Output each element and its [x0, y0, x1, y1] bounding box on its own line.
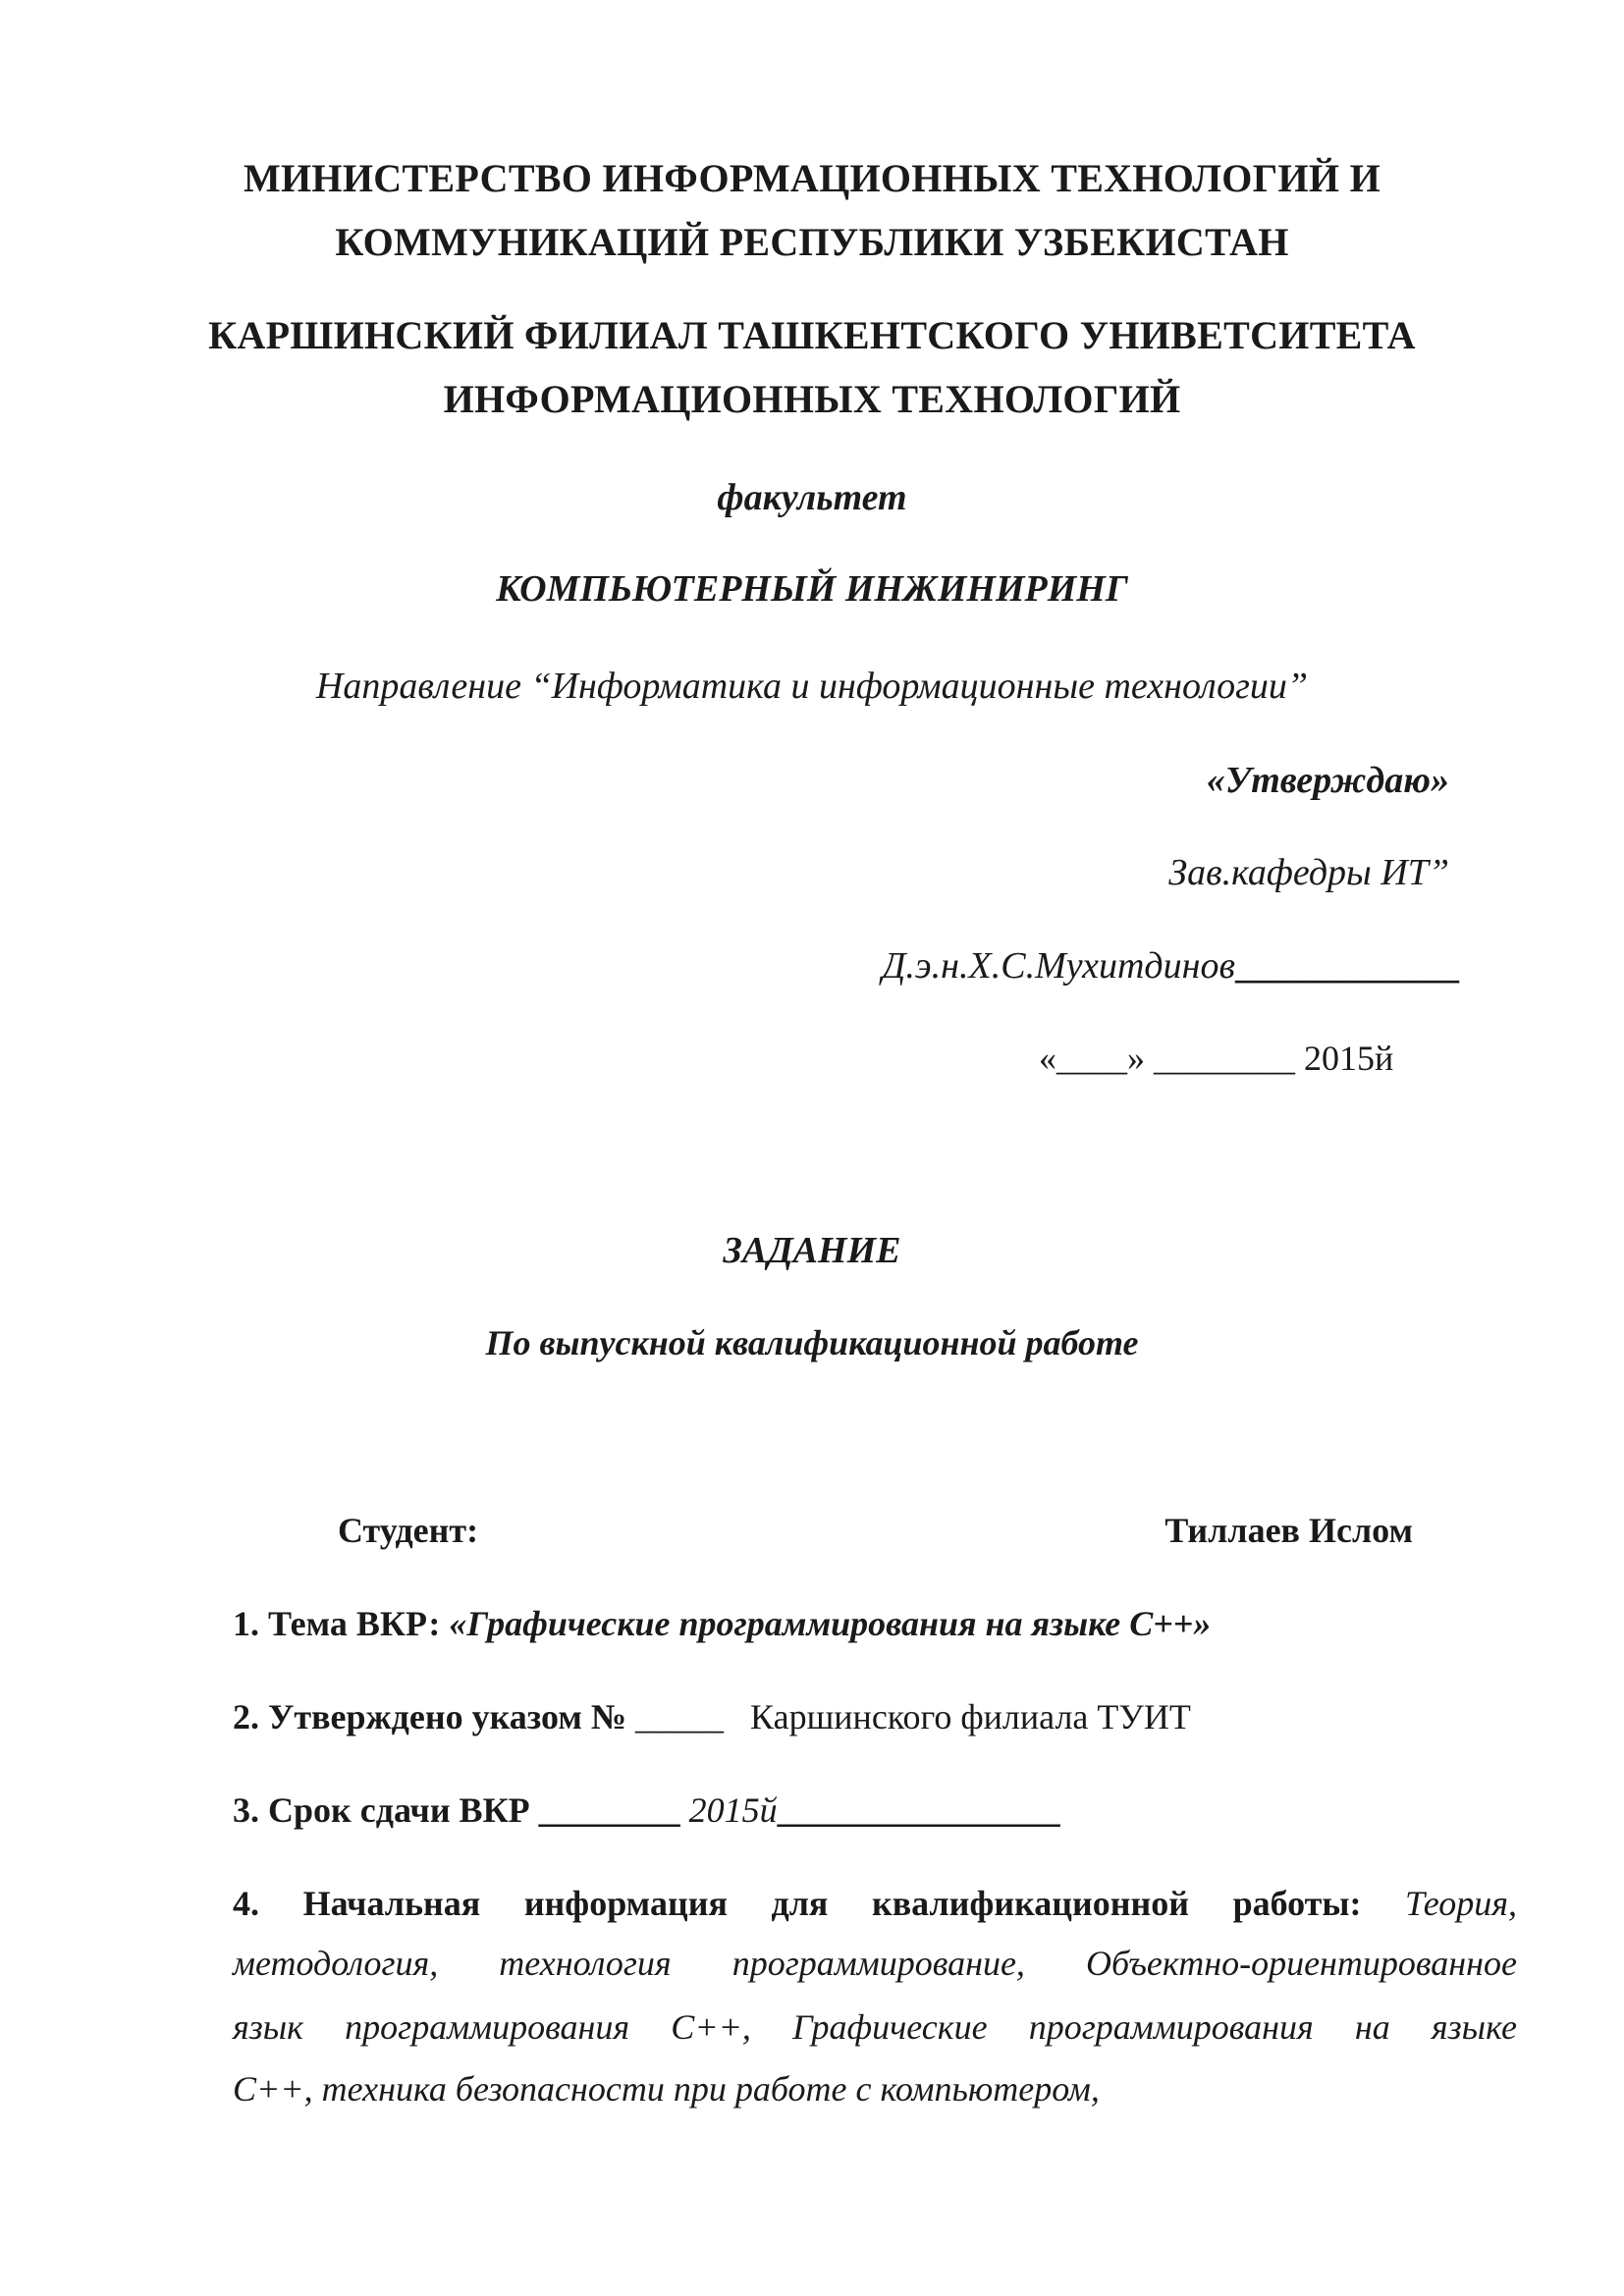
approval-signature-line [882, 944, 1459, 988]
item-deadline [233, 1789, 1060, 1831]
item-deadline-blank2: ________________ [777, 1790, 1060, 1830]
student-name: Тиллаев Ислом [1164, 1511, 1413, 1550]
task-title: ЗАДАНИЕ [723, 1230, 901, 1271]
item-deadline-blank1: ________ [538, 1790, 680, 1830]
item-deadline-label: 3. Срок сдачи ВКР [233, 1790, 539, 1830]
signature-blank: ____________ [1235, 945, 1459, 987]
item-initial-info-line3: язык программирования С++, Графические программирования на языке [233, 2007, 1517, 2047]
faculty-label: факультет [717, 477, 907, 518]
approval-date-line: «____» ________ 2015й [1039, 1039, 1394, 1078]
item-topic-value: «Графические программирования на языке С++» [449, 1604, 1212, 1643]
item-approved-label: 2. Утверждено указом № [233, 1697, 636, 1736]
item-initial-info-label: . Начальная информация для квалификационной работы: [250, 1884, 1406, 1923]
ministry-title-line1: МИНИСТЕРСТВО ИНФОРМАЦИОННЫХ ТЕХНОЛОГИЙ И [243, 156, 1381, 200]
item-topic [233, 1603, 1211, 1644]
task-subtitle: По выпускной квалификационной работе [485, 1323, 1139, 1362]
item-deadline-value: 2015й [679, 1790, 778, 1830]
item-approved-value: Каршинского филиала ТУИТ [724, 1697, 1191, 1736]
faculty-name: КОМПЬЮТЕРНЫЙ ИНЖИНИРИНГ [496, 568, 1128, 610]
item-approved-blank: _____ [635, 1697, 725, 1736]
item-initial-info-line4: С++, техника безопасности при работе с компьютером, [233, 2069, 1100, 2109]
item-initial-info-line1 [233, 1870, 1517, 1938]
approval-title: «Утверждаю» [1206, 760, 1449, 801]
ministry-title-line2: КОММУНИКАЦИЙ РЕСПУБЛИКИ УЗБЕКИСТАН [335, 220, 1289, 264]
item-topic-label: 1. Тема ВКР: [233, 1604, 450, 1643]
approval-position: Зав.кафедры ИТ” [1168, 852, 1449, 893]
item-initial-info-text1: Теория, [1405, 1884, 1517, 1923]
direction-line: Направление “Информатика и информационные технологии” [315, 666, 1309, 707]
student-label: Студент: [338, 1511, 479, 1550]
branch-title-line1: КАРШИНСКИЙ ФИЛИАЛ ТАШКЕНТСКОГО УНИВЕТСИТЕТА [208, 313, 1416, 357]
branch-title-line2: ИНФОРМАЦИОННЫХ ТЕХНОЛОГИЙ [443, 377, 1181, 421]
item-approved [233, 1696, 1191, 1737]
item-initial-info-line2: методология, технология программирование, Объектно-ориентированное [233, 1944, 1517, 1983]
item-initial-info-number: 4 [233, 1884, 250, 1923]
approval-name: Д.э.н.Х.С.Мухитдинов [882, 945, 1235, 987]
